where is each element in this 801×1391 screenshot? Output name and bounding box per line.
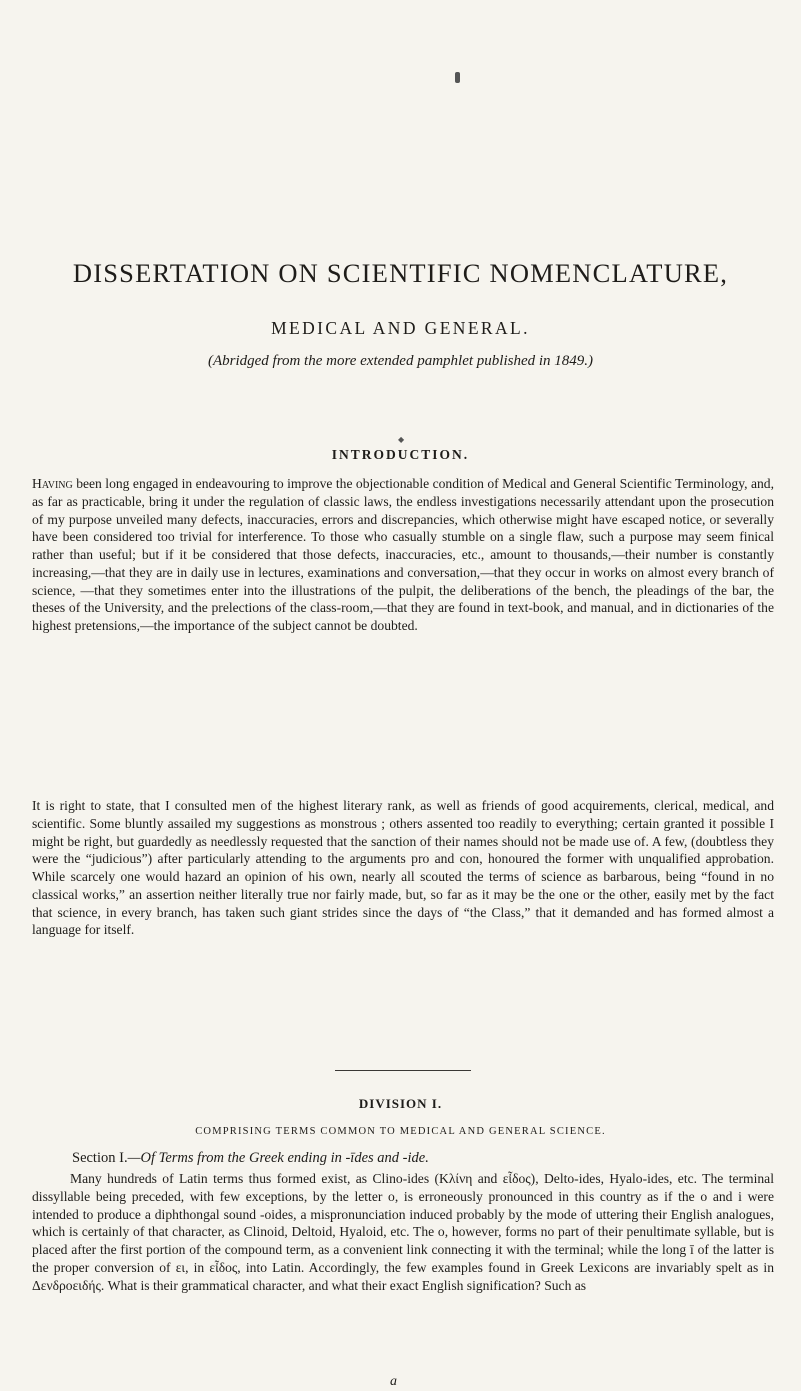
introduction-paragraph-1 xyxy=(32,475,774,635)
division-subheading: COMPRISING TERMS COMMON TO MEDICAL AND GENERAL SCIENCE. xyxy=(195,1126,606,1137)
introduction-paragraph-2 xyxy=(32,797,774,939)
page-subtitle: MEDICAL AND GENERAL. xyxy=(271,318,530,338)
section-title: —Of Terms from the Greek ending in -īdes and -ide. xyxy=(127,1150,429,1166)
bullet-mark: ◆ xyxy=(398,435,405,444)
ink-speck xyxy=(455,72,460,83)
abridged-note xyxy=(30,353,771,370)
division-heading: DIVISION I. xyxy=(358,1096,443,1111)
paragraph-1-text: been long engaged in endeavouring to improve the objectionable condition of Medical and General Scientific Terminology, and, as far as practicable, bring it under the regulation of classic laws, the endless investigations necessarily attendant upon the prosecution of my purpose unveiled many defects, inaccuracies, errors and discrepancies, which otherwise might have escaped notice, or severally have been considered too trivial for interference. To those who casually stumble on a single flaw, such a purpose may seem finical rather than useful; but if it be considered that those defects, inaccuracies, etc., amount to thousands,—their number is constantly increasing,—that they are in daily use in lectures, examinations and conversation,—that they occur in works on almost every branch of science, —that they sometimes enter into the illustrations of the pulpit, the deliberations of the bench, the pleadings of the bar, the theses of the University, and the prelections of the class-room,—that they are found in text-book, and manual, and in dictionaries of the highest pretensions,—the importance of the subject cannot be doubted. xyxy=(32,476,774,633)
introduction-heading: INTRODUCTION. xyxy=(331,447,470,462)
section-paragraph-text: Many hundreds of Latin terms thus formed exist, as Clino-ides (Κλίνη and εἶδος), Delto-ides, Hyalo-ides, etc. The terminal dissyllable being preceded, with few exceptions, by the letter o, is erroneously pronounced in this country as if the o and i were intended to produce a diphthongal sound -oides, a mispronunciation induced probably by the mode of uttering their English analogues, which is certainly of that character, as Clinoid, Deltoid, Hyaloid, etc. The o, however, forms no part of their penultimate syllable, but is placed after the first portion of the compound term, as a convenient link connecting it with the terminal; while the long ī of the latter is the proper conversion of ει, in εἶδος, into Latin. Accordingly, the few examples found in Greek Lexicons are invariably spelt as in Δενδροειδής. What is their grammatical character, and what their exact English signification? Such as xyxy=(32,1171,774,1293)
section-divider xyxy=(335,1070,471,1071)
dropcap-word: Having xyxy=(32,476,73,491)
section-label: Section I. xyxy=(72,1150,128,1166)
abridged-note-text: (Abridged from the more extended pamphlet published in 1849.) xyxy=(207,353,594,369)
section-heading xyxy=(72,1150,772,1167)
paragraph-2-text: It is right to state, that I consulted men of the highest literary rank, as well as friends of good acquirements, clerical, medical, and scientific. Some bluntly assailed my suggestions as monstrous ; others assented too readily to everything; certain granted it possible I might be right, but guardedly as needlessly requested that the sanction of their names should not be made use of. A few, (doubtless they were the “judicious”) after particularly attending to the arguments pro and con, honoured the former with unqualified approbation. While scarcely one would hazard an opinion of his own, nearly all scouted the terms of science as barbarous, being “found in no classical works,” an assertion neither literally true nor fairly made, but, so far as it may be the one or the other, easily met by the fact that science, in every branch, has taken such giant strides since the days of “the Class,” that it demanded and has formed almost a language for itself. xyxy=(32,798,774,938)
section-paragraph xyxy=(32,1170,774,1294)
signature-mark: a xyxy=(390,1374,397,1389)
page-title: DISSERTATION ON SCIENTIFIC NOMENCLATURE, xyxy=(72,258,729,288)
